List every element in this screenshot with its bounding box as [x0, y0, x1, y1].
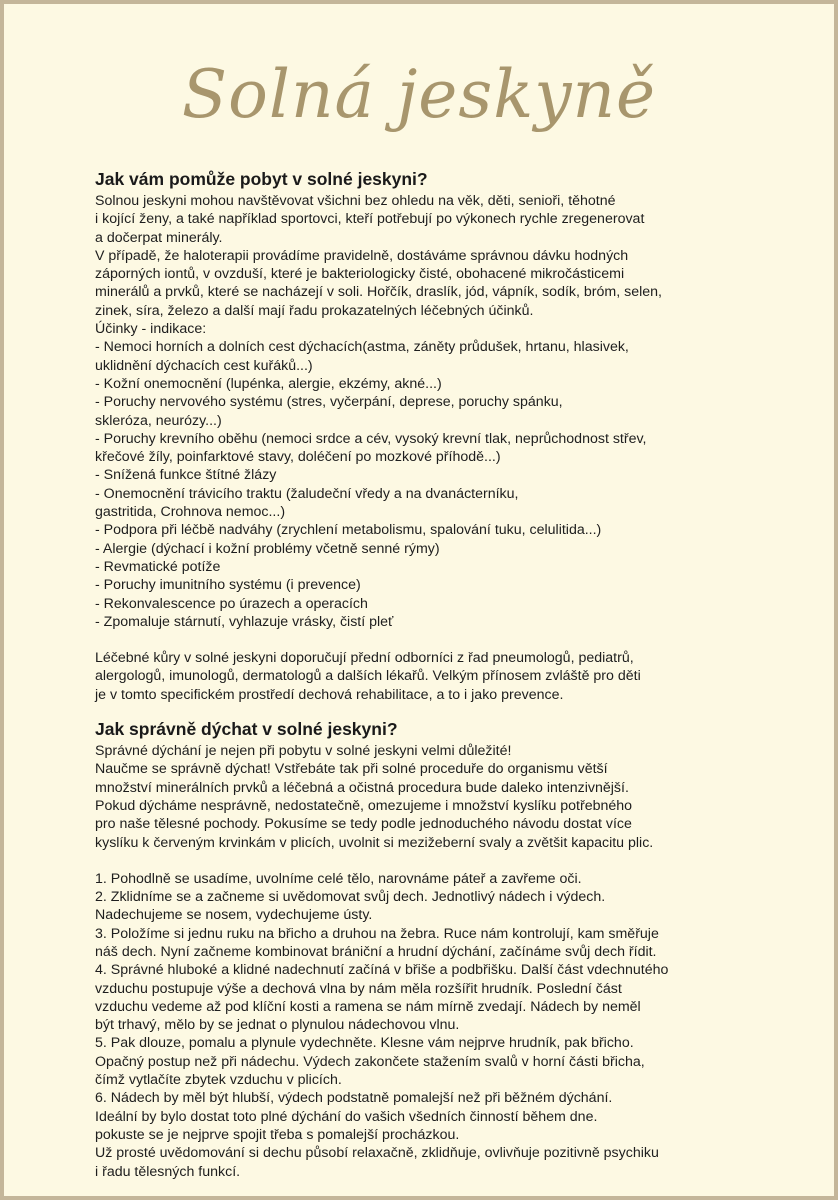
text-line: - Kožní onemocnění (lupénka, alergie, ekzémy, akné...) — [95, 375, 442, 392]
text-line: Léčebné kůry v solné jeskyni doporučují přední odborníci z řad pneumologů, pediatrů, — [95, 650, 634, 667]
text-line: množství minerálních prvků a léčebná a očistná procedura bude daleko intenzivnější. — [95, 779, 629, 796]
text-line: Správné dýchání je nejen při pobytu v solné jeskyni velmi důležité! — [95, 743, 512, 760]
text-line: 6. Nádech by měl být hlubší, výdech podstatně pomalejší než při běžném dýchání. — [95, 1090, 613, 1107]
text-line: - Poruchy krevního oběhu (nemoci srdce a cév, vysoký krevní tlak, neprůchodnost střev, — [95, 430, 647, 447]
text-line: - Snížená funkce štítné žlázy — [95, 467, 277, 484]
section1-para1 — [95, 192, 815, 631]
text-line: minerálů a prvků, které se nacházejí v soli. Hořčík, draslík, jód, vápník, sodík, bróm, selen, — [95, 284, 662, 301]
text-line: - Revmatické potíže — [95, 558, 221, 575]
page-title: Solná jeskyně — [181, 56, 657, 133]
text-line: je v tomto specifickém prostředí dechová rehabilitace, a to i jako prevence. — [95, 686, 564, 703]
text-line: být trhavý, mělo by se jednat o plynulou nádechovou vlnu. — [95, 1017, 460, 1034]
text-line: Naučme se správně dýchat! Vstřebáte tak při solné proceduře do organismu větší — [95, 761, 608, 778]
text-line: 2. Zklidníme se a začneme si uvědomovat svůj dech. Jednotlivý nádech i výdech. — [95, 889, 606, 906]
text-line: 4. Správné hluboké a klidné nadechnutí začíná v břiše a podbřišku. Další část vdechnutého — [95, 962, 669, 979]
text-line: V případě, že haloterapii provádíme pravidelně, dostáváme správnou dávku hodných — [95, 247, 629, 264]
text-line: záporných iontů, v ovzduší, které je bakteriologicky čisté, obohacené mikročásticemi — [95, 266, 625, 283]
text-line: - Podpora při léčbě nadváhy (zrychlení metabolismu, spalování tuku, celulitida...) — [95, 522, 602, 539]
text-line: Pokud dýcháme nesprávně, nedostatečně, omezujeme i množství kyslíku potřebného — [95, 797, 633, 814]
text-line: i řadu tělesných funkcí. — [95, 1163, 241, 1180]
text-line: pro naše tělesné pochody. Pokusíme se tedy podle jednoduchého návodu dostat více — [95, 816, 632, 833]
text-line: - Zpomaluje stárnutí, vyhlazuje vrásky, čistí pleť — [95, 613, 394, 630]
page — [4, 4, 834, 1196]
text-line: Ideální by bylo dostat toto plné dýchání do vašich všedních činností během dne. — [95, 1108, 598, 1125]
text-line: vzduchu postupuje výše a dechová vlna by nám měla rozšířit hrudník. Poslední část — [95, 980, 622, 997]
text-line: i kojící ženy, a také například sportovci, kteří potřebují po výkonech rychle zregenerovat — [95, 211, 645, 228]
text-line: 5. Pak dlouze, pomalu a plynule vydechněte. Klesne vám nejprve hrudník, pak břicho. — [95, 1035, 634, 1052]
text-line: alergologů, imunologů, dermatologů a dalších lékařů. Velkým přínosem zvláště pro děti — [95, 668, 641, 685]
text-line: - Alergie (dýchací i kožní problémy včetně senné rýmy) — [95, 540, 440, 557]
text-line: Nadechujeme se nosem, vydechujeme ústy. — [95, 907, 373, 924]
text-line: náš dech. Nyní začneme kombinovat brániční a hrudní dýchání, začínáme svůj dech řídit. — [95, 943, 657, 960]
text-line: čímž vytlačíte zbytek vzduchu v plicích. — [95, 1072, 342, 1089]
text-line: - Poruchy imunitního systému (i prevence) — [95, 577, 361, 594]
text-line: kyslíku k červeným krvinkám v plicích, uvolnit si mezižeberní svaly a zvětšit kapacitu plic. — [95, 834, 654, 851]
section2-heading: Jak správně dýchat v solné jeskyni? — [95, 719, 398, 740]
text-line: zinek, síra, železo a další mají řadu prokazatelných léčebných účinků. — [95, 302, 534, 319]
text-line: a dočerpat minerály. — [95, 229, 223, 246]
text-line: - Nemoci horních a dolních cest dýchacích(astma, záněty průdušek, hrtanu, hlasivek, — [95, 339, 629, 356]
text-line: křečové žíly, poinfarktové stavy, doléčení po mozkové příhodě...) — [95, 449, 501, 466]
text-line: - Rekonvalescence po úrazech a operacích — [95, 595, 368, 612]
text-line: uklidnění dýchacích cest kuřáků...) — [95, 357, 313, 374]
section2-para2 — [95, 870, 815, 1181]
content — [95, 166, 815, 1181]
text-line: pokuste se je nejprve spojit třeba s pomalejší procházkou. — [95, 1126, 460, 1143]
text-line: - Onemocnění trávicího traktu (žaludeční vředy a na dvanácterníku, — [95, 485, 519, 502]
text-line: 3. Položíme si jednu ruku na břicho a druhou na žebra. Ruce nám kontrolují, kam směřuje — [95, 925, 659, 942]
section1-para2 — [95, 649, 815, 704]
text-line: Opačný postup než při nádechu. Výdech zakončete stažením svalů v horní části břicha, — [95, 1053, 645, 1070]
text-line: 1. Pohodlně se usadíme, uvolníme celé tělo, narovnáme páteř a zavřeme oči. — [95, 870, 582, 887]
text-line: Už prosté uvědomování si dechu působí relaxačně, zklidňuje, ovlivňuje pozitivně psychiku — [95, 1145, 659, 1162]
text-line: Účinky - indikace: — [95, 321, 207, 338]
text-line: Solnou jeskyni mohou navštěvovat všichni bez ohledu na věk, děti, senioři, těhotné — [95, 193, 616, 209]
text-line: - Poruchy nervového systému (stres, vyčerpání, deprese, poruchy spánku, — [95, 394, 563, 411]
text-line: gastritida, Crohnova nemoc...) — [95, 504, 286, 521]
section2-para1 — [95, 742, 815, 852]
text-line: skleróza, neurózy...) — [95, 412, 222, 429]
section1-heading: Jak vám pomůže pobyt v solné jeskyni? — [95, 169, 428, 189]
text-line: vzduchu vedeme až pod klíční kosti a ramena se nám mírně zvedají. Nádech by neměl — [95, 998, 641, 1015]
